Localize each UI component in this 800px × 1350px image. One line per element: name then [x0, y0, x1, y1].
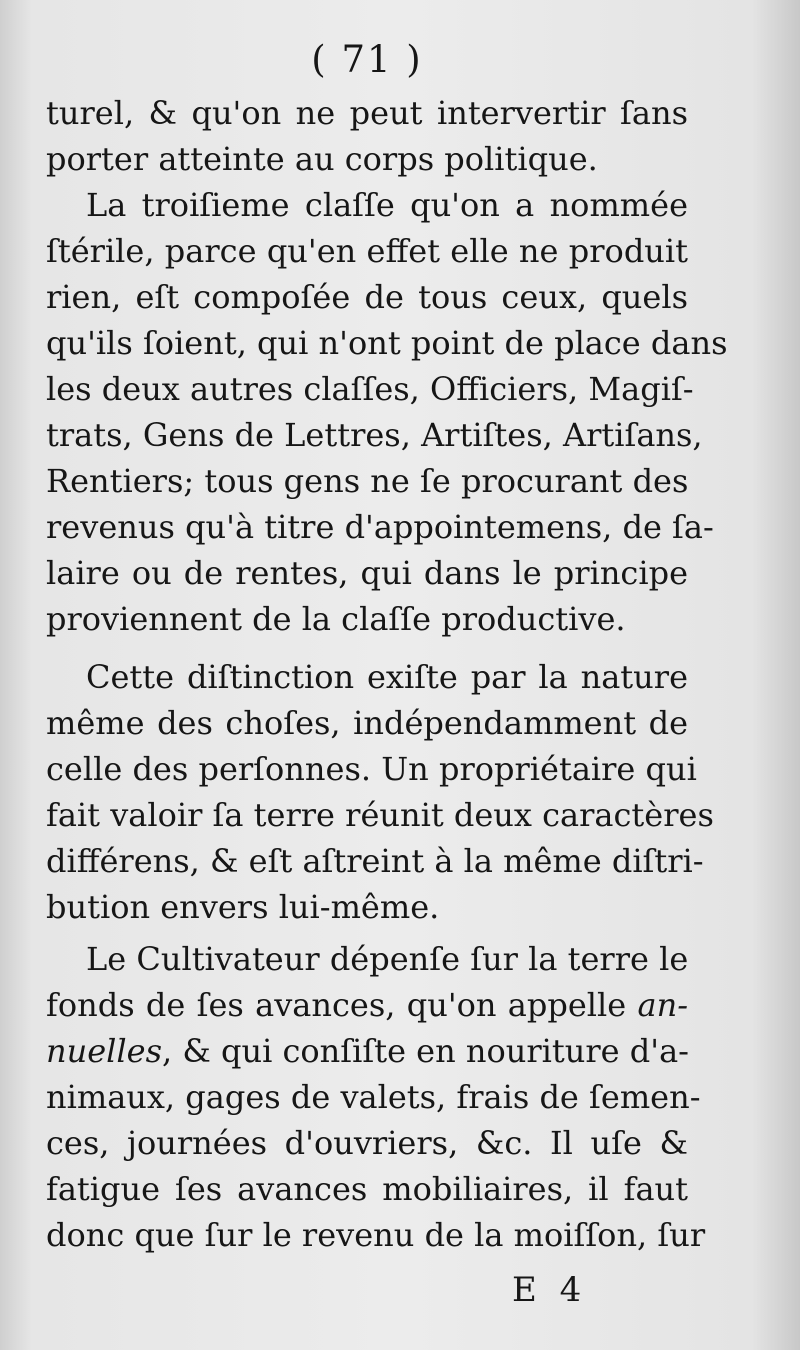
text-line: trats, Gens de Lettres, Artiſtes, Artiſans,	[46, 416, 703, 454]
text-line: porter atteinte au corps politique.	[46, 140, 598, 178]
text-line: turel, & qu'on ne peut intervertir ſans	[46, 94, 688, 132]
text-line: proviennent de la claſſe productive.	[46, 600, 626, 638]
text-line: La troiſieme claſſe qu'on a nommée	[86, 186, 688, 224]
text-line: fait valoir ſa terre réunit deux caractères	[46, 796, 714, 834]
text-line: donc que ſur le revenu de la moiſſon, ſur	[46, 1216, 706, 1254]
text-line: différens, & eſt aſtreint à la même diſtri-	[46, 842, 704, 880]
signature-mark: E 4	[512, 1270, 588, 1310]
text-line: laire ou de rentes, qui dans le principe	[46, 554, 688, 592]
text-line: celle des perſonnes. Un propriétaire qui	[46, 750, 697, 788]
text-line: rien, eſt compoſée de tous ceux, quels	[46, 278, 688, 316]
text-line: Rentiers; tous gens ne ſe procurant des	[46, 462, 689, 500]
text-line: ſtérile, parce qu'en effet elle ne produit	[46, 232, 688, 270]
text-line: fatigue ſes avances mobiliaires, il faut	[46, 1170, 688, 1208]
text-line: nimaux, gages de valets, frais de ſemen-	[46, 1078, 701, 1116]
text-line: revenus qu'à titre d'appointemens, de ſa-	[46, 508, 714, 546]
text-line: qu'ils ſoient, qui n'ont point de place dans	[46, 324, 728, 362]
text-line: Cette diſtinction exiſte par la nature	[86, 658, 688, 696]
text-line: ces, journées d'ouvriers, &c. Il uſe &	[46, 1124, 688, 1162]
text-line: bution envers lui-même.	[46, 888, 440, 926]
text-line: nuelles, & qui conſiſte en nouriture d'a-	[46, 1032, 689, 1070]
text-line: Le Cultivateur dépenſe ſur la terre le	[86, 940, 689, 978]
text-line: les deux autres claſſes, Officiers, Magiſ-	[46, 370, 694, 408]
text-line: fonds de ſes avances, qu'on appelle an-	[46, 986, 689, 1024]
page-number: ( 71 )	[311, 38, 423, 81]
text-line: même des choſes, indépendamment de	[46, 704, 688, 742]
